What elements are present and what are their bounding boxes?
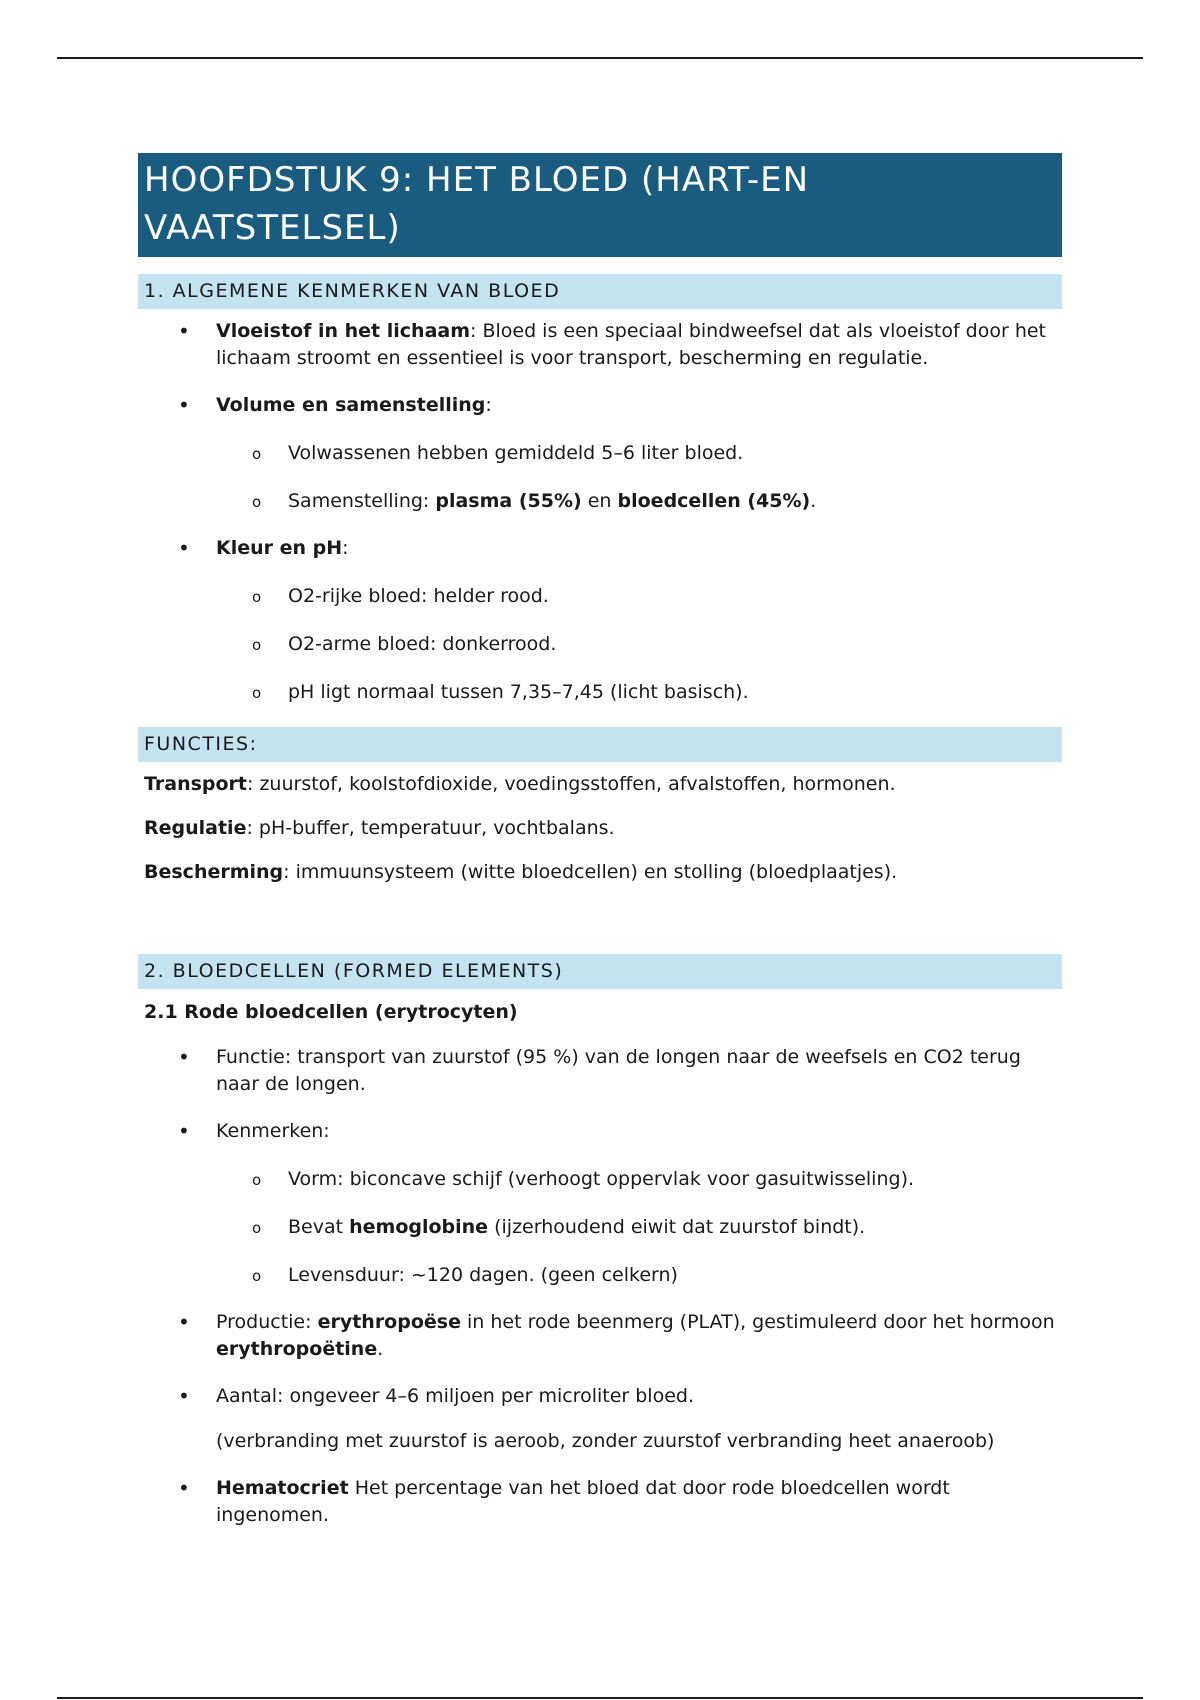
volume-sublist	[216, 440, 1062, 515]
samenstelling-prefix: Samenstelling:	[288, 490, 436, 512]
list-item-vloeistof	[216, 318, 1062, 372]
list-item-volume	[216, 392, 1062, 515]
text-regulatie: : pH-buffer, temperatuur, vochtbalans.	[246, 817, 615, 839]
label-regulatie: Regulatie	[144, 817, 247, 839]
section-heading-algemene-kenmerken: 1. ALGEMENE KENMERKEN VAN BLOED	[138, 274, 1062, 309]
kleur-sublist	[216, 583, 1062, 706]
erythropoetine-bold: erythropoëtine	[216, 1338, 378, 1360]
list-item-kenmerken	[216, 1118, 1062, 1289]
sublist-item-o2-arm: o O2-arme bloed: donkerrood.	[288, 631, 1062, 658]
sublist-item-levensduur: o Levensduur: ~120 dagen. (geen celkern)	[288, 1262, 1062, 1289]
label-vloeistof: Vloeistof in het lichaam	[216, 320, 471, 342]
text-vloeistof: : Bloed is een speciaal bindweefsel dat als vloeistof door het lichaam stroomt en essentieel is voor transport, bescherming en regulatie.	[216, 320, 1047, 369]
top-rule	[57, 57, 1143, 59]
document-body	[138, 153, 1062, 1529]
sublist-item-o2-rijk: o O2-rijke bloed: helder rood.	[288, 583, 1062, 610]
paragraph-transport	[138, 771, 1062, 798]
samenstelling-en: en	[581, 490, 618, 512]
verbranding-note: (verbranding met zuurstof is aeroob, zonder zuurstof verbranding heet anaeroob)	[216, 1430, 995, 1452]
hemoglobine-bold: hemoglobine	[349, 1216, 489, 1238]
kenmerken-sublist	[216, 1166, 1062, 1289]
list-item-hematocriet	[216, 1475, 1062, 1529]
list-item-kleur	[216, 535, 1062, 706]
sublist-item-bevat	[288, 1214, 1062, 1241]
label-volume: Volume en samenstelling	[216, 394, 486, 416]
plasma-bold: plasma (55%)	[435, 490, 582, 512]
productie-period: .	[377, 1338, 384, 1360]
bloedcellen-bold: bloedcellen (45%)	[617, 490, 811, 512]
text-bescherming: : immuunsysteem (witte bloedcellen) en stolling (bloedplaatjes).	[283, 861, 898, 883]
sublist-item-volwassenen: o Volwassenen hebben gemiddeld 5–6 liter bloed.	[288, 440, 1062, 467]
paragraph-bescherming	[138, 859, 1062, 886]
productie-middle: in het rode beenmerg (PLAT), gestimuleerd door het hormoon	[460, 1311, 1055, 1333]
label-bescherming: Bescherming	[144, 861, 284, 883]
label-hematocriet: Hematocriet	[216, 1477, 349, 1499]
productie-prefix: Productie:	[216, 1311, 318, 1333]
aantal-text: Aantal: ongeveer 4–6 miljoen per microliter bloed.	[216, 1385, 694, 1407]
samenstelling-period: .	[810, 490, 817, 512]
label-suffix: :	[485, 394, 492, 416]
label-suffix: :	[342, 537, 349, 559]
erythropoese-bold: erythropoëse	[317, 1311, 461, 1333]
kenmerken-label: Kenmerken:	[216, 1120, 330, 1142]
bevat-suffix: (ijzerhoudend eiwit dat zuurstof bindt).	[488, 1216, 866, 1238]
sublist-item-samenstelling	[288, 488, 1062, 515]
section-heading-functies: FUNCTIES:	[138, 727, 1062, 762]
chapter-title: HOOFDSTUK 9: HET BLOED (HART-EN VAATSTELSEL)	[138, 153, 1062, 257]
label-transport: Transport	[144, 773, 248, 795]
text-transport: : zuurstof, koolstofdioxide, voedingsstoffen, afvalstoffen, hormonen.	[247, 773, 896, 795]
subheading-rode-bloedcellen: 2.1 Rode bloedcellen (erytrocyten)	[144, 1001, 518, 1023]
kenmerken-list	[138, 318, 1062, 706]
bottom-rule	[57, 1697, 1143, 1699]
sublist-item-ph: o pH ligt normaal tussen 7,35–7,45 (licht basisch).	[288, 679, 1062, 706]
text-hematocriet: Het percentage van het bloed dat door rode bloedcellen wordt ingenomen.	[216, 1477, 950, 1526]
bevat-prefix: Bevat	[288, 1216, 350, 1238]
list-item-functie: • Functie: transport van zuurstof (95 %) van de longen naar de weefsels en CO2 terug naar de longen.	[216, 1044, 1062, 1098]
rode-bloedcellen-list	[138, 1044, 1062, 1529]
paragraph-regulatie	[138, 815, 1062, 842]
list-item-aantal	[216, 1383, 1062, 1455]
sublist-item-vorm: o Vorm: biconcave schijf (verhoogt oppervlak voor gasuitwisseling).	[288, 1166, 1062, 1193]
section-heading-bloedcellen: 2. BLOEDCELLEN (FORMED ELEMENTS)	[138, 954, 1062, 989]
label-kleur: Kleur en pH	[216, 537, 343, 559]
list-item-productie	[216, 1309, 1062, 1363]
